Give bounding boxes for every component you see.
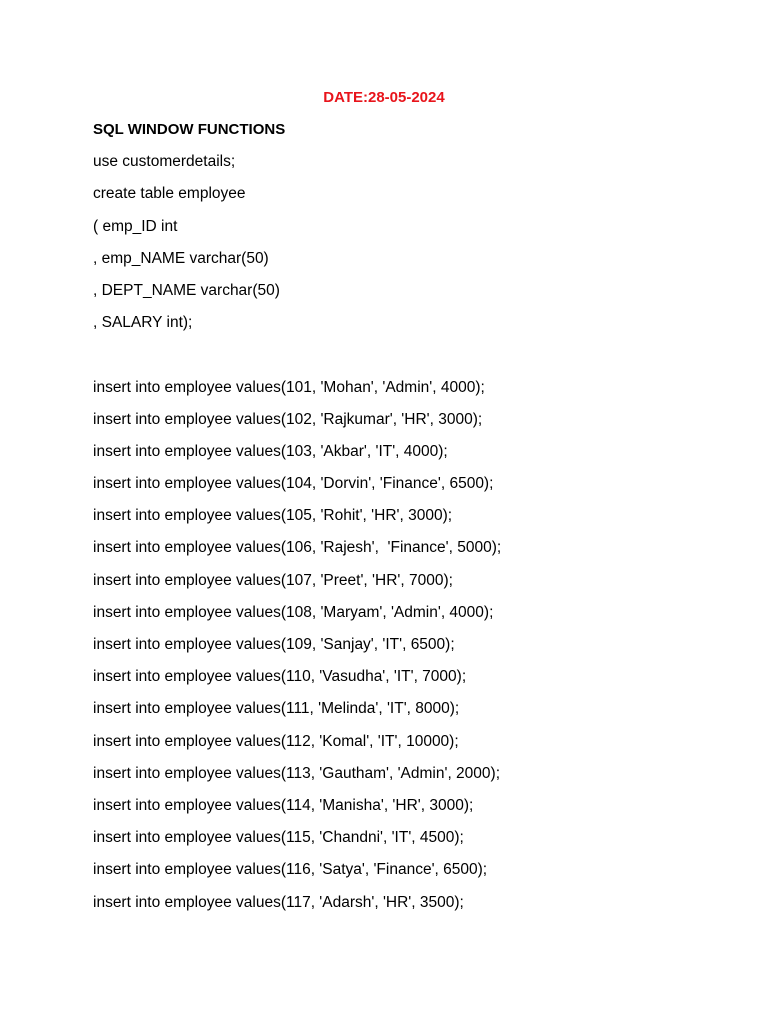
sql-setup-line: use customerdetails;	[93, 153, 236, 171]
sql-insert-line: insert into employee values(112, 'Komal', 'IT', 10000);	[93, 732, 459, 750]
sql-insert-line: insert into employee values(101, 'Mohan', 'Admin', 4000);	[93, 378, 485, 396]
sql-insert-line: insert into employee values(116, 'Satya', 'Finance', 6500);	[93, 861, 488, 879]
sql-insert-line: insert into employee values(107, 'Preet', 'HR', 7000);	[93, 571, 453, 589]
sql-insert-line: insert into employee values(115, 'Chandni', 'IT', 4500);	[93, 829, 464, 847]
sql-insert-line: insert into employee values(114, 'Manisha', 'HR', 3000);	[93, 796, 474, 814]
sql-insert-line: insert into employee values(111, 'Melinda', 'IT', 8000);	[93, 700, 460, 718]
sql-insert-line: insert into employee values(109, 'Sanjay', 'IT', 6500);	[93, 636, 455, 653]
sql-insert-line: insert into employee values(105, 'Rohit', 'HR', 3000);	[93, 507, 453, 525]
sql-setup-line: create table employee	[93, 185, 246, 203]
sql-insert-line: insert into employee values(117, 'Adarsh', 'HR', 3500);	[93, 893, 464, 911]
document-body	[93, 120, 733, 925]
document-date: DATE:28-05-2024	[323, 89, 445, 106]
sql-insert-line: insert into employee values(104, 'Dorvin', 'Finance', 6500);	[93, 475, 494, 493]
sql-insert-line: insert into employee values(113, 'Gautham', 'Admin', 2000);	[93, 764, 501, 782]
sql-setup-line: , emp_NAME varchar(50)	[93, 249, 269, 267]
sql-setup-line: , DEPT_NAME varchar(50)	[93, 281, 280, 299]
blank-line	[93, 345, 733, 377]
sql-insert-line: insert into employee values(110, 'Vasudha', 'IT', 7000);	[93, 668, 467, 686]
sql-insert-line: insert into employee values(108, 'Maryam', 'Admin', 4000);	[93, 603, 494, 621]
sql-setup-line: , SALARY int);	[93, 314, 193, 332]
sql-insert-line: insert into employee values(103, 'Akbar', 'IT', 4000);	[93, 442, 448, 460]
section-heading: SQL WINDOW FUNCTIONS	[93, 121, 286, 138]
sql-setup-line: ( emp_ID int	[93, 217, 178, 235]
sql-insert-line: insert into employee values(106, 'Rajesh', 'Finance', 5000);	[93, 539, 502, 557]
sql-insert-line: insert into employee values(102, 'Rajkumar', 'HR', 3000);	[93, 410, 483, 428]
